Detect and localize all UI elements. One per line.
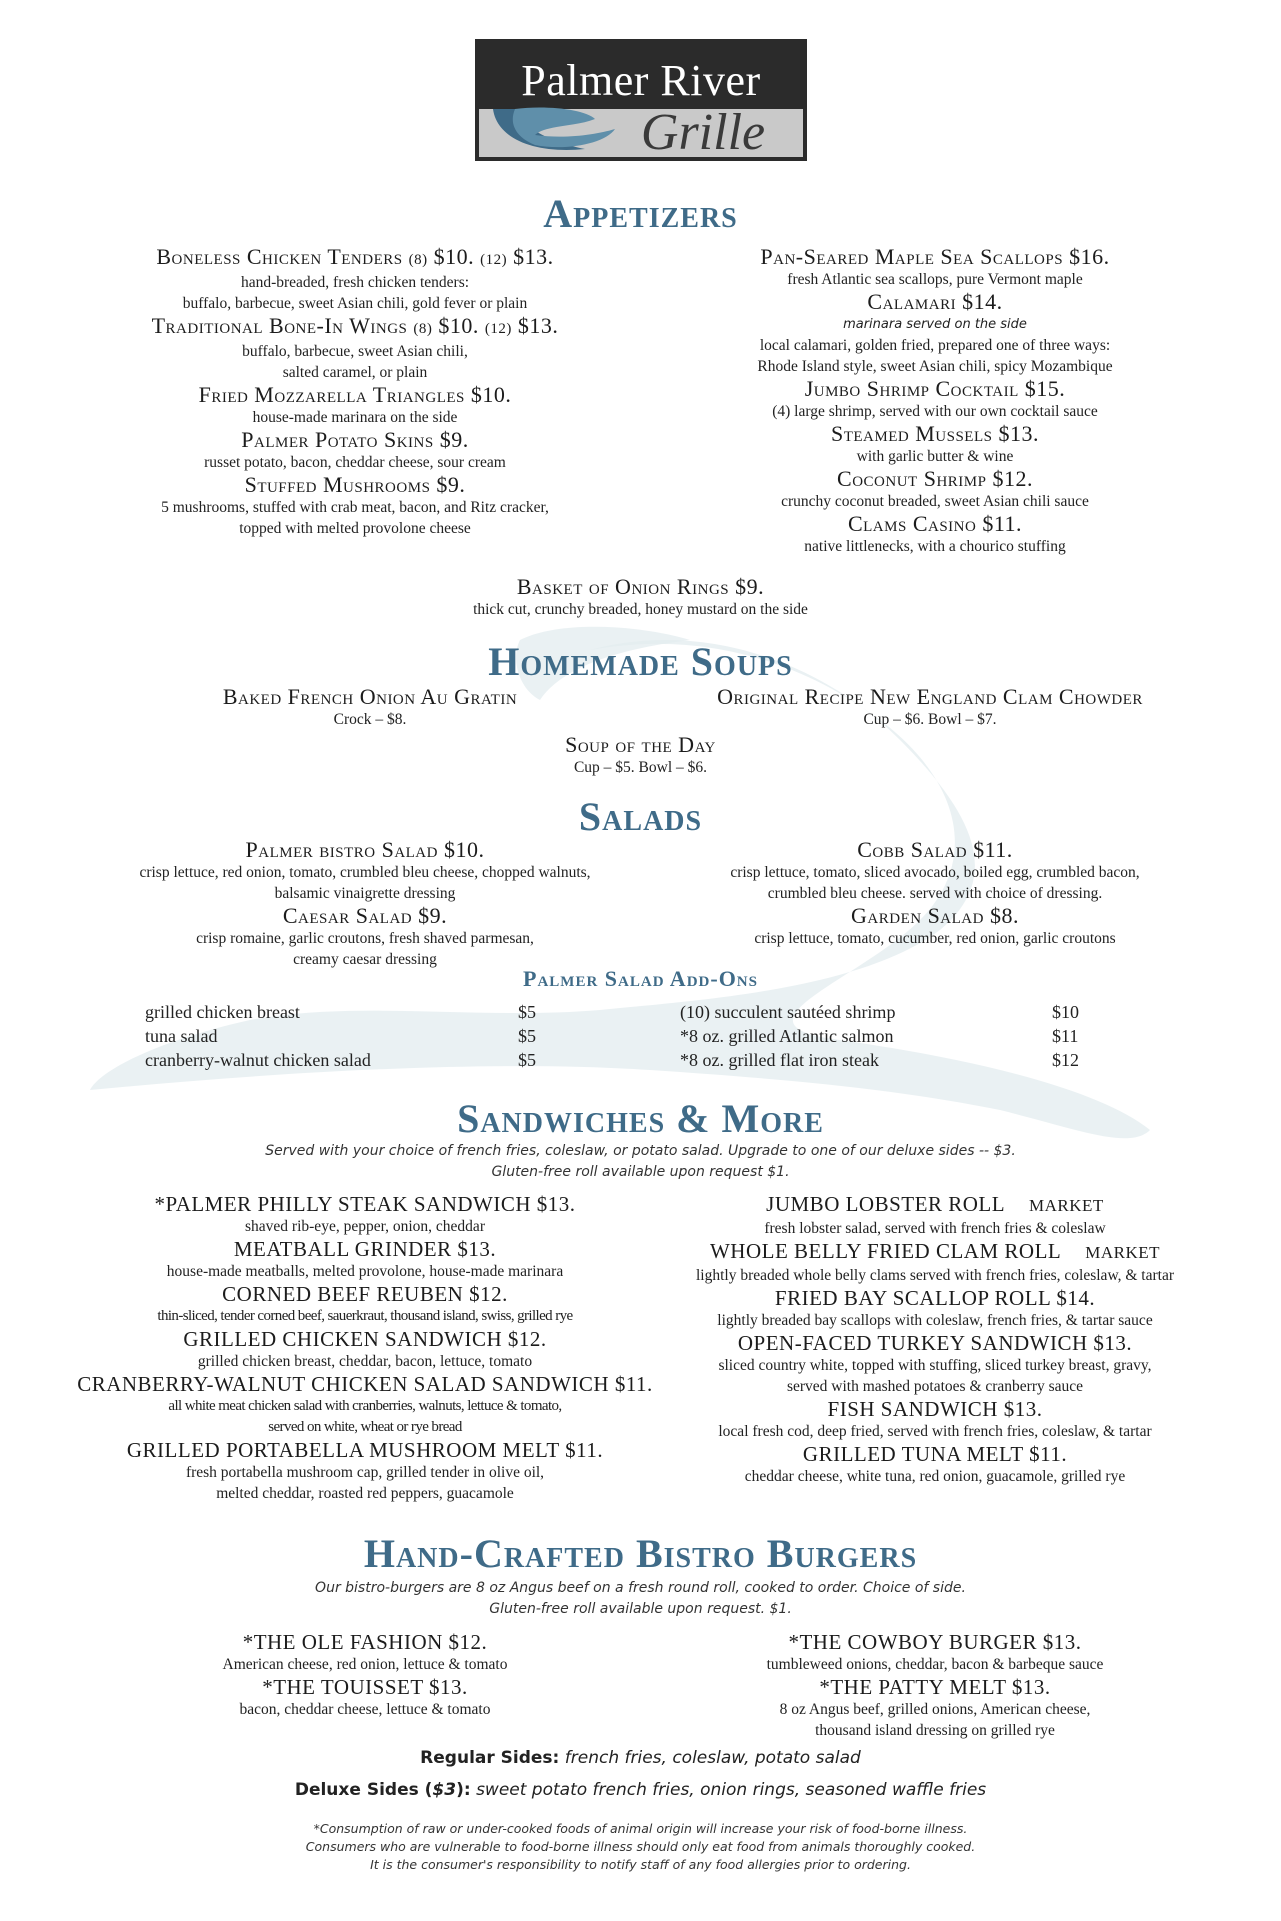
appetizers-right-column (640, 245, 1230, 557)
addons-right-list (680, 1000, 1100, 1072)
menu-item-name: CRANBERRY-WALNUT CHICKEN SALAD SANDWICH $11. (77, 1372, 653, 1396)
menu-item-desc: house-made marinara on the side (252, 409, 458, 426)
burgers-heading: Hand-Crafted Bistro Burgers (363, 1531, 918, 1576)
regular-sides-label: Regular Sides: (420, 1748, 560, 1768)
menu-item-name: *PALMER PHILLY STEAK SANDWICH $13. (154, 1192, 576, 1216)
menu-item-desc: buffalo, barbecue, sweet Asian chili, (242, 343, 468, 360)
menu-item-name: GRILLED PORTABELLA MUSHROOM MELT $11. (126, 1438, 604, 1462)
addon-price: $10 (1052, 1002, 1079, 1022)
deluxe-sides-list: sweet potato french fries, onion rings, seasoned waffle fries (476, 1780, 987, 1800)
menu-item-note: marinara served on the side (843, 317, 1027, 332)
intro-line: Gluten-free roll available upon request. $1. (489, 1601, 792, 1617)
menu-item-name: FRIED BAY SCALLOP ROLL $14. (774, 1286, 1096, 1310)
menu-item-desc: served on white, wheat or rye bread (268, 1419, 462, 1435)
addons-heading: Palmer Salad Add-Ons (523, 966, 758, 991)
addon-price: $11 (1052, 1026, 1079, 1046)
salads-left-column (70, 838, 660, 970)
menu-item-desc: russet potato, bacon, cheddar cheese, sour cream (204, 454, 506, 471)
burgers-intro (0, 1578, 1281, 1620)
menu-item-name: *THE COWBOY BURGER $13. (788, 1630, 1082, 1654)
appetizers-left-column (60, 245, 650, 539)
addons-left-list (145, 1000, 545, 1072)
menu-item-desc: American cheese, red onion, lettuce & tomato (222, 1656, 508, 1673)
addon-name: *8 oz. grilled flat iron steak (680, 1050, 879, 1070)
menu-item-name: Palmer bistro Salad $10. (245, 837, 485, 862)
menu-item-desc: all white meat chicken salad with cranberries, walnuts, lettuce & tomato, (168, 1398, 562, 1414)
menu-item-desc: creamy caesar dressing (293, 951, 437, 968)
menu-item-desc: native littlenecks, with a chourico stuffing (804, 538, 1066, 555)
menu-item-name: Fried Mozzarella Triangles $10. (198, 382, 512, 407)
menu-item-desc: fresh lobster salad, served with french fries & coleslaw (764, 1220, 1106, 1237)
menu-item-name: OPEN-FACED TURKEY SANDWICH $13. (737, 1331, 1133, 1355)
addon-row (145, 1024, 545, 1048)
burgers-right-column (620, 1630, 1250, 1741)
menu-item-name: Traditional Bone-In Wings (8) $10. (12) $13. (151, 313, 559, 338)
addon-name: (10) succulent sautéed shrimp (680, 1002, 896, 1022)
menu-item-desc: Crock – $8. (333, 711, 407, 728)
menu-item-name: Steamed Mussels $13. (831, 421, 1039, 446)
menu-item-desc: 5 mushrooms, stuffed with crab meat, bacon, and Ritz cracker, (161, 499, 549, 516)
menu-item-desc: crisp romaine, garlic croutons, fresh shaved parmesan, (196, 930, 534, 947)
menu-item-name: GRILLED CHICKEN SANDWICH $12. (183, 1327, 547, 1351)
market-price: MARKET (1029, 1196, 1104, 1215)
menu-item-desc: crunchy coconut breaded, sweet Asian chili sauce (781, 493, 1089, 510)
sandwiches-right-column (620, 1192, 1250, 1487)
menu-item-desc: 8 oz Angus beef, grilled onions, American cheese, (779, 1701, 1091, 1718)
addon-row (680, 1024, 1100, 1048)
sandwiches-heading: Sandwiches & More (457, 1096, 824, 1141)
intro-line: Gluten-free roll available upon request $1. (491, 1164, 790, 1180)
menu-item-name: Stuffed Mushrooms $9. (244, 472, 466, 497)
menu-item-desc: local fresh cod, deep fried, served with french fries, coleslaw, & tartar (718, 1423, 1152, 1440)
menu-item-name: Garden Salad $8. (851, 903, 1019, 928)
menu-item-desc: lightly breaded bay scallops with coleslaw, french fries, & tartar sauce (717, 1312, 1153, 1329)
onion-rings-item (0, 575, 1281, 620)
menu-item-name: Original Recipe New England Clam Chowder (717, 684, 1143, 709)
menu-item-desc: bacon, cheddar cheese, lettuce & tomato (239, 1701, 491, 1718)
menu-item-desc: crisp lettuce, tomato, sliced avocado, boiled egg, crumbled bacon, (730, 864, 1140, 881)
menu-item-name: WHOLE BELLY FRIED CLAM ROLL MARKET (709, 1239, 1161, 1263)
menu-item-name: FISH SANDWICH $13. (827, 1397, 1043, 1421)
intro-line: Our bistro-burgers are 8 oz Angus beef on a fresh round roll, cooked to order. Choice of side. (315, 1580, 966, 1596)
menu-item-desc: buffalo, barbecue, sweet Asian chili, gold fever or plain (182, 295, 528, 312)
menu-item-name: Caesar Salad $9. (282, 903, 448, 928)
menu-item-name: Cobb Salad $11. (857, 837, 1013, 862)
menu-item-desc: fresh Atlantic sea scallops, pure Vermont maple (787, 271, 1083, 288)
menu-item-name: MEATBALL GRINDER $13. (233, 1237, 497, 1261)
disclaimer-line: It is the consumer's responsibility to notify staff of any food allergies prior to ordering. (370, 1857, 911, 1872)
menu-item-desc: Cup – $6. Bowl – $7. (863, 711, 997, 728)
disclaimer-line: *Consumption of raw or under-cooked foods of animal origin will increase your risk of food-borne illness. (313, 1821, 968, 1836)
addon-price: $5 (518, 1050, 536, 1070)
menu-item-name: *THE PATTY MELT $13. (819, 1675, 1051, 1699)
menu-item-desc: Cup – $5. Bowl – $6. (573, 759, 708, 776)
salads-heading: Salads (578, 794, 703, 839)
addon-row (680, 1000, 1100, 1024)
menu-item-name: Palmer Potato Skins $9. (241, 427, 469, 452)
soup-right (620, 685, 1240, 730)
menu-item-desc: lightly breaded whole belly clams served with french fries, coleslaw, & tartar (695, 1267, 1175, 1284)
menu-item-desc: tumbleweed onions, cheddar, bacon & barbeque sauce (766, 1656, 1104, 1673)
deluxe-sides-label: Deluxe Sides ($3): (294, 1780, 471, 1800)
menu-item-desc: hand-breaded, fresh chicken tenders: (240, 274, 470, 291)
menu-item-name: Soup of the Day (565, 732, 716, 757)
menu-item-name: Coconut Shrimp $12. (837, 466, 1033, 491)
menu-item-name: *THE TOUISSET $13. (262, 1675, 468, 1699)
menu-item-name: Clams Casino $11. (847, 511, 1023, 536)
menu-item-desc: thin-sliced, tender corned beef, sauerkraut, thousand island, swiss, grilled rye (157, 1308, 573, 1324)
menu-item-name: Boneless Chicken Tenders (8) $10. (12) $13. (156, 244, 554, 269)
addon-price: $12 (1052, 1050, 1079, 1070)
menu-item-name: *THE OLE FASHION $12. (242, 1630, 488, 1654)
menu-item-desc: Rhode Island style, sweet Asian chili, spicy Mozambique (757, 358, 1113, 375)
regular-sides-list: french fries, coleslaw, potato salad (564, 1748, 861, 1768)
addon-price: $5 (518, 1002, 536, 1022)
menu-item-desc: crumbled bleu cheese. served with choice of dressing. (767, 885, 1103, 902)
menu-item-name: JUMBO LOBSTER ROLL MARKET (766, 1192, 1104, 1216)
menu-item-name: Pan-Seared Maple Sea Scallops $16. (760, 244, 1110, 269)
regular-sides (0, 1748, 1281, 1768)
soups-heading: Homemade Soups (488, 639, 793, 684)
addon-price: $5 (518, 1026, 536, 1046)
menu-item-desc: sliced country white, topped with stuffing, sliced turkey breast, gravy, (718, 1357, 1152, 1374)
menu-item-desc: melted cheddar, roasted red peppers, guacamole (216, 1485, 514, 1502)
menu-item-desc: crisp lettuce, tomato, cucumber, red onion, garlic croutons (754, 930, 1116, 947)
menu-item-desc: topped with melted provolone cheese (239, 520, 471, 537)
sandwiches-intro (0, 1141, 1281, 1183)
menu-item-desc: cheddar cheese, white tuna, red onion, guacamole, grilled rye (744, 1468, 1126, 1485)
deluxe-sides (0, 1780, 1281, 1800)
menu-item-desc: house-made meatballs, melted provolone, house-made marinara (166, 1263, 564, 1280)
menu-item-desc: balsamic vinaigrette dressing (274, 885, 456, 902)
menu-item-desc: grilled chicken breast, cheddar, bacon, lettuce, tomato (197, 1353, 533, 1370)
menu-item-desc: thousand island dressing on grilled rye (815, 1722, 1055, 1739)
menu-item-desc: shaved rib-eye, pepper, onion, cheddar (245, 1218, 485, 1235)
addon-name: grilled chicken breast (145, 1002, 300, 1022)
menu-item-desc: crisp lettuce, red onion, tomato, crumbled bleu cheese, chopped walnuts, (139, 864, 591, 881)
menu-item-desc: salted caramel, or plain (282, 364, 428, 381)
menu-item-name: Basket of Onion Rings $9. (516, 574, 765, 599)
menu-item-name: Baked French Onion Au Gratin (222, 684, 518, 709)
soup-left (60, 685, 680, 730)
menu-item-desc: local calamari, golden fried, prepared one of three ways: (759, 337, 1111, 354)
appetizers-heading: Appetizers (543, 191, 738, 236)
menu-item-name: GRILLED TUNA MELT $11. (802, 1442, 1068, 1466)
addon-name: cranberry-walnut chicken salad (145, 1050, 371, 1070)
restaurant-logo (475, 39, 807, 161)
menu-item-desc: thick cut, crunchy breaded, honey mustard on the side (473, 601, 808, 618)
addon-row (680, 1048, 1100, 1072)
market-price: MARKET (1085, 1243, 1161, 1262)
addon-row (145, 1048, 545, 1072)
sandwiches-left-column (60, 1192, 670, 1504)
menu-item-desc: served with mashed potatoes & cranberry sauce (786, 1378, 1084, 1395)
menu-item-name: Calamari $14. (867, 289, 1003, 314)
menu-item-desc: with garlic butter & wine (856, 448, 1014, 465)
salads-right-column (640, 838, 1230, 949)
food-safety-disclaimer (0, 1820, 1281, 1874)
menu-item-desc: (4) large shrimp, served with our own cocktail sauce (772, 403, 1098, 420)
menu-item-desc: fresh portabella mushroom cap, grilled tender in olive oil, (185, 1464, 545, 1481)
menu-item-name: CORNED BEEF REUBEN $12. (222, 1282, 508, 1306)
addon-row (145, 1000, 545, 1024)
soup-of-the-day (0, 733, 1281, 778)
logo-line2: Grille (640, 104, 766, 161)
addon-name: *8 oz. grilled Atlantic salmon (680, 1026, 894, 1046)
addon-name: tuna salad (145, 1026, 218, 1046)
logo-line1: Palmer River (521, 56, 761, 105)
burgers-left-column (60, 1630, 670, 1720)
disclaimer-line: Consumers who are vulnerable to food-borne illness should only eat food from animals thoroughly cooked. (305, 1839, 976, 1854)
intro-line: Served with your choice of french fries, coleslaw, or potato salad. Upgrade to one of our deluxe sides -- $3. (265, 1143, 1016, 1159)
menu-item-name: Jumbo Shrimp Cocktail $15. (804, 376, 1066, 401)
